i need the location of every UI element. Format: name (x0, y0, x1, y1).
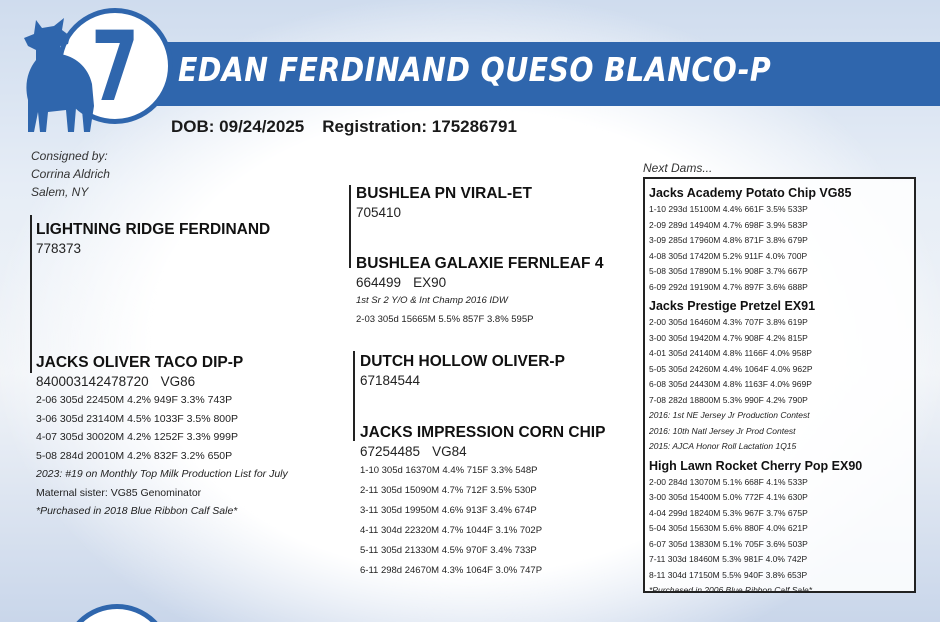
sire-sire-number: 705410 (356, 205, 402, 220)
dam-dam-block (360, 423, 605, 581)
pedigree-line-dam-parents (353, 351, 355, 441)
next-dam-note: 2016: 1st NE Jersey Jr Production Contest (649, 410, 810, 420)
dam-record: 3-06 305d 23140M 4.5% 1033F 3.5% 800P (36, 412, 238, 425)
next-dam-record: 4-04 299d 18240M 5.3% 967F 3.7% 675P (649, 507, 808, 518)
sire-number: 778373 (36, 241, 82, 256)
next-dam-record: 7-08 282d 18800M 5.3% 990F 4.2% 790P (649, 394, 808, 405)
next-dam-name: Jacks Prestige Pretzel EX91 (649, 299, 816, 313)
next-dam-2 (649, 298, 910, 455)
dam-note: 2023: #19 on Monthly Top Milk Production List for July (36, 468, 288, 480)
lot-number: 7 (90, 11, 140, 123)
next-dam-record: 6-09 292d 19190M 4.7% 897F 3.6% 688P (649, 281, 808, 292)
dam-name: JACKS OLIVER TACO DIP-P (36, 354, 244, 371)
dam-dam-record: 6-11 298d 24670M 4.3% 1064F 3.0% 747P (360, 565, 543, 576)
next-dam-name: High Lawn Rocket Cherry Pop EX90 (649, 458, 863, 473)
dam-record: 4-07 305d 30020M 4.2% 1252F 3.3% 999P (36, 431, 238, 443)
next-dam-record: 5-04 305d 15630M 5.6% 880F 4.0% 621P (649, 523, 808, 533)
sire-block (36, 220, 270, 258)
next-dam-record: 7-11 303d 18460M 5.3% 981F 4.0% 742P (649, 554, 808, 564)
next-dam-record: 6-08 305d 24430M 4.8% 1163F 4.0% 969P (649, 379, 812, 389)
dam-dam-name: JACKS IMPRESSION CORN CHIP (360, 424, 606, 441)
dam-purchased: *Purchased in 2018 Blue Ribbon Calf Sale* (36, 505, 238, 517)
sire-dam-name: BUSHLEA GALAXIE FERNLEAF 4 (356, 255, 604, 272)
dam-record: 2-06 305d 22450M 4.2% 949F 3.3% 743P (36, 394, 233, 406)
next-dam-record: 5-05 305d 24260M 4.4% 1064F 4.0% 962P (649, 363, 813, 374)
dam-block (36, 353, 288, 521)
sire-name: LIGHTNING RIDGE FERDINAND (36, 221, 271, 238)
dam-sire-number: 67184544 (360, 373, 421, 388)
next-dam-record: 1-10 293d 15100M 4.4% 661F 3.5% 533P (649, 204, 808, 214)
next-dam-note: *Purchased in 2006 Blue Ribbon Calf Sale* (649, 585, 813, 595)
next-dam-record: 6-07 305d 13830M 5.1% 705F 3.6% 503P (649, 538, 808, 549)
animal-name: EDAN FERDINAND QUESO BLANCO-P (178, 50, 772, 89)
dam-sire-block (360, 352, 565, 390)
next-dam-record: 2-00 284d 13070M 5.1% 668F 4.1% 533P (649, 476, 808, 487)
dob: DOB: 09/24/2025 (171, 117, 305, 136)
next-dam-record: 5-08 305d 17890M 5.1% 908F 3.7% 667P (649, 266, 808, 276)
next-dam-record: 2-09 289d 14940M 4.7% 698F 3.9% 583P (649, 219, 808, 230)
consigner-name: Corrina Aldrich (31, 167, 110, 181)
dam-id-line (36, 373, 288, 391)
dam-dam-record: 4-11 304d 22320M 4.7% 1044F 3.1% 702P (360, 525, 543, 536)
dob-registration-line (171, 117, 517, 137)
next-lot-badge (62, 604, 172, 622)
sire-dam-note: 1st Sr 2 Y/O & Int Champ 2016 IDW (356, 295, 508, 306)
dam-dam-record: 5-11 305d 21330M 4.5% 970F 3.4% 733P (360, 545, 537, 556)
next-dam-record: 3-09 285d 17960M 4.8% 871F 3.8% 679P (649, 235, 808, 245)
sire-dam-number: 664499 (356, 275, 402, 290)
dam-dam-number: 67254485 (360, 444, 421, 459)
dam-sire-name: DUTCH HOLLOW OLIVER-P (360, 353, 565, 370)
dam-record: 5-08 284d 20010M 4.2% 832F 3.2% 650P (36, 449, 233, 462)
next-dam-1 (649, 185, 910, 295)
sire-dam-id-line (356, 274, 603, 292)
dam-sister: Maternal sister: VG85 Genominator (36, 486, 202, 499)
cow-silhouette-icon (14, 14, 98, 134)
pedigree-line-sire (30, 215, 32, 373)
next-dam-record: 4-08 305d 17420M 5.2% 911F 4.0% 700P (649, 250, 808, 261)
dam-score: VG86 (160, 374, 196, 389)
next-dam-record: 3-00 305d 15400M 5.0% 772F 4.1% 630P (649, 492, 808, 502)
dam-number: 840003142478720 (36, 374, 149, 389)
next-dams-label: Next Dams... (643, 161, 713, 175)
dam-dam-record: 3-11 305d 19950M 4.6% 913F 3.4% 674P (360, 505, 537, 516)
consigner-location: Salem, NY (31, 185, 89, 199)
title-banner (150, 42, 940, 106)
sire-sire-name: BUSHLEA PN VIRAL-ET (356, 185, 532, 202)
next-dam-record: 3-00 305d 19420M 4.7% 908F 4.2% 815P (649, 332, 808, 343)
dam-dam-record: 1-10 305d 16370M 4.4% 715F 3.3% 548P (360, 465, 538, 476)
next-dam-record: 2-00 305d 16460M 4.3% 707F 3.8% 619P (649, 317, 808, 327)
consigner-info (31, 147, 110, 201)
next-dam-note: 2016: 10th Natl Jersey Jr Prod Contest (649, 425, 796, 436)
sire-sire-block (356, 184, 532, 222)
sire-dam-block (356, 254, 603, 328)
dam-dam-record: 2-11 305d 15090M 4.7% 712F 3.5% 530P (360, 485, 537, 496)
next-dam-record: 4-01 305d 24140M 4.8% 1166F 4.0% 958P (649, 348, 812, 358)
next-dam-record: 8-11 304d 17150M 5.5% 940F 3.8% 653P (649, 569, 808, 580)
pedigree-line-sire-parents (349, 185, 351, 268)
registration: Registration: 175286791 (322, 117, 517, 136)
sire-dam-score: EX90 (413, 275, 447, 290)
sire-dam-record: 2-03 305d 15665M 5.5% 857F 3.8% 595P (356, 313, 534, 325)
consigned-label: Consigned by: (31, 149, 108, 163)
dam-dam-score: VG84 (432, 444, 467, 459)
next-dam-3 (649, 458, 910, 599)
dam-dam-id-line (360, 443, 605, 461)
next-dam-name: Jacks Academy Potato Chip VG85 (649, 186, 852, 200)
next-dam-note: 2015: AJCA Honor Roll Lactation 1Q15 (649, 441, 797, 451)
next-dams-box (643, 177, 916, 593)
